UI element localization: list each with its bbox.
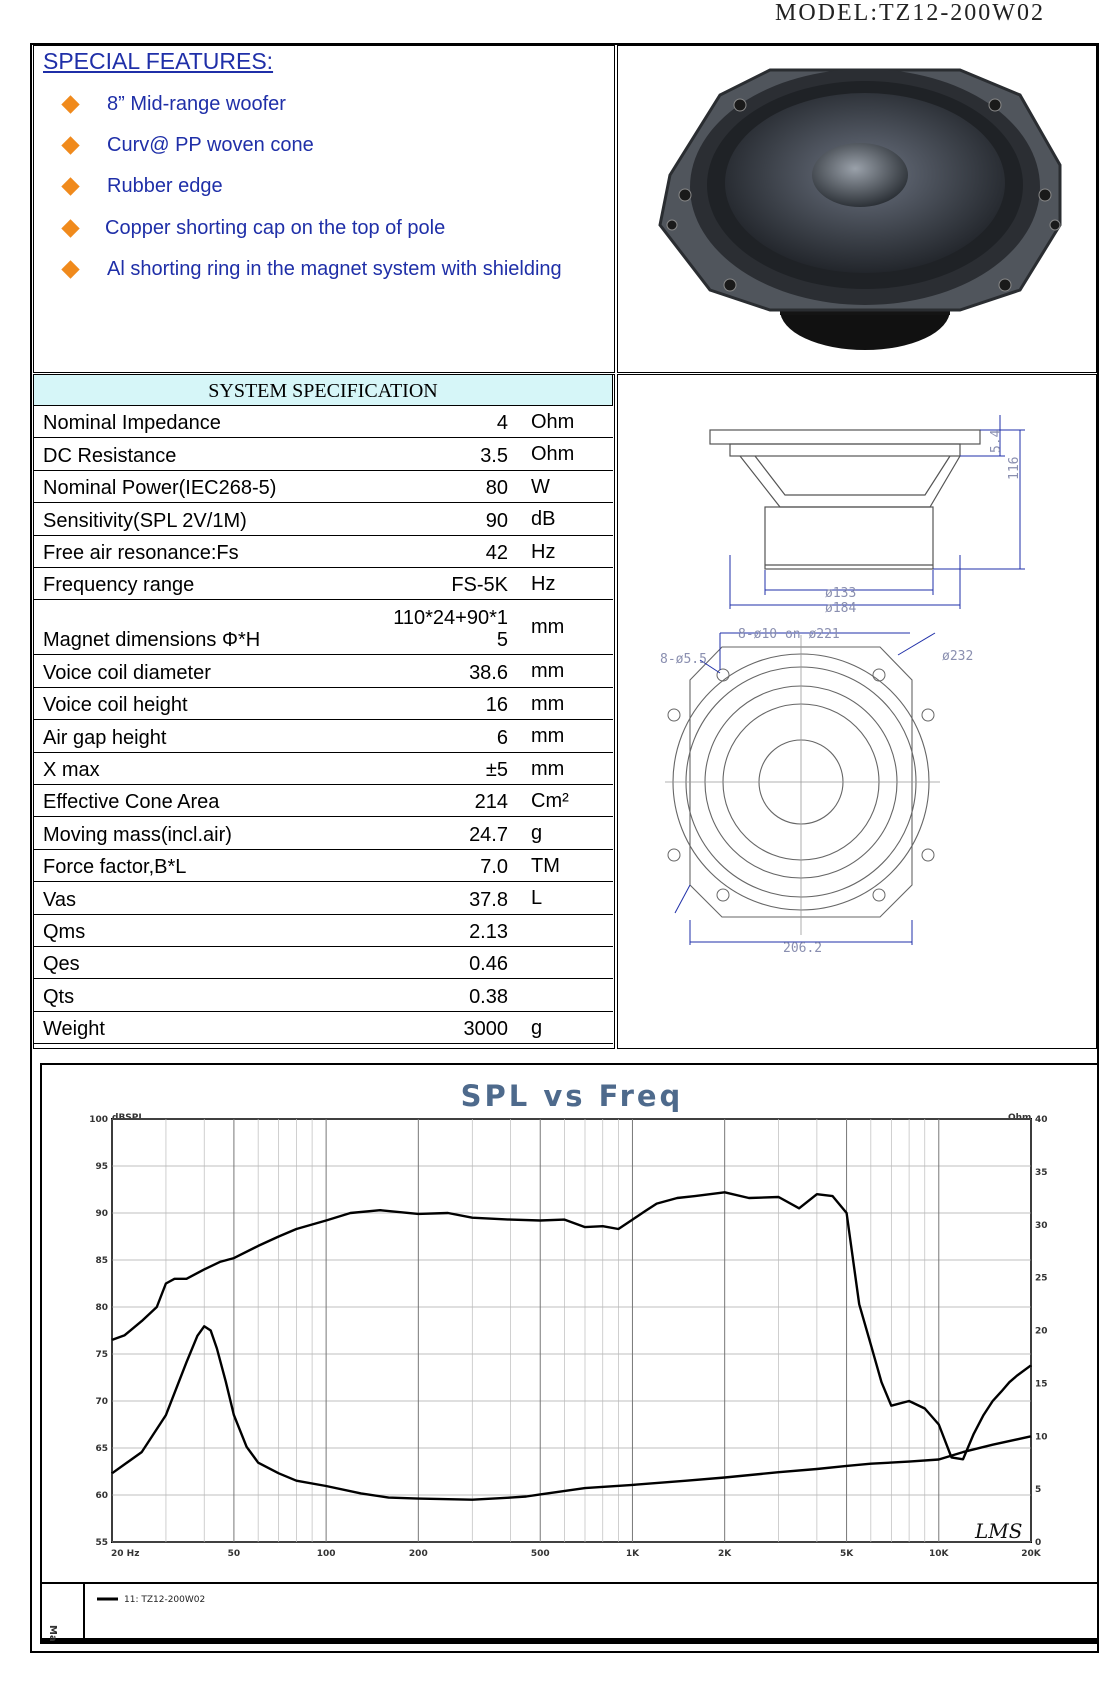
spec-value: 3000 <box>463 1018 508 1041</box>
spec-label: Voice coil height <box>43 694 188 717</box>
x-tick-label: 200 <box>408 1549 428 1559</box>
spec-label: Qes <box>43 953 80 976</box>
spec-unit: W <box>531 475 550 498</box>
spec-label: Qms <box>43 920 86 943</box>
spec-label: Magnet dimensions Φ*H <box>43 629 261 652</box>
spec-unit: Ohm <box>531 443 575 466</box>
feature-item: Rubber edge <box>64 175 223 198</box>
spec-value: 38.6 <box>469 661 508 684</box>
spec-value: FS-5K <box>451 574 508 597</box>
spec-value: 90 <box>485 509 508 532</box>
spec-unit: g <box>531 822 543 845</box>
feature-item: 8” Mid-range woofer <box>64 93 286 116</box>
spec-value: 0.46 <box>469 953 508 976</box>
dim-184-label: ø184 <box>825 601 857 616</box>
spec-unit: mm <box>531 616 565 639</box>
outer-diameter-label: ø232 <box>942 649 974 664</box>
spec-label: Weight <box>43 1018 105 1041</box>
spec-label: Voice coil diameter <box>43 661 211 684</box>
spec-value: ±5 <box>485 758 508 781</box>
spec-unit: Hz <box>531 540 556 563</box>
spec-label: Force factor,B*L <box>43 856 187 879</box>
spec-value: 6 <box>496 726 508 749</box>
spec-unit: dB <box>531 508 556 531</box>
x-tick-label: 2K <box>718 1549 732 1559</box>
spec-value: 214 <box>474 791 508 814</box>
y-left-tick-label: 90 <box>95 1209 108 1219</box>
spec-unit: L <box>531 887 543 910</box>
y-left-tick-label: 55 <box>95 1538 108 1548</box>
lms-logo: LMS <box>975 1519 1023 1543</box>
x-tick-label: 20 Hz <box>111 1549 140 1559</box>
spec-unit: g <box>531 1016 543 1039</box>
dim-133-label: ø133 <box>825 586 857 601</box>
spec-value-cont: 5 <box>496 629 508 652</box>
width-label: 206.2 <box>783 941 823 956</box>
spec-unit: Ohm <box>531 411 575 433</box>
spec-label: X max <box>43 758 100 781</box>
spec-label: Qts <box>43 985 75 1008</box>
spec-unit: mm <box>531 725 565 748</box>
x-tick-label: 100 <box>316 1549 336 1559</box>
spec-label: Frequency range <box>43 574 195 597</box>
y-right-tick-label: 25 <box>1035 1273 1048 1284</box>
y-right-tick-label: 15 <box>1035 1379 1048 1390</box>
spec-label: DC Resistance <box>43 444 177 467</box>
chart-title: SPL vs Freq <box>460 1079 684 1113</box>
spec-value: 110*24+90*1 <box>393 607 508 630</box>
feature-item: Al shorting ring in the magnet system with shielding <box>64 258 562 281</box>
y-left-tick-label: 80 <box>95 1303 108 1313</box>
y-right-tick-label: 20 <box>1035 1326 1048 1337</box>
y-right-tick-label: 0 <box>1035 1538 1042 1548</box>
impedance-curve <box>112 1326 1031 1499</box>
x-tick-label: 10K <box>929 1549 949 1559</box>
spec-value: 16 <box>485 694 508 717</box>
y-right-tick-label: 30 <box>1035 1220 1048 1231</box>
holes-label: 8-ø10 on ø221 <box>738 627 840 642</box>
x-tick-label: 5K <box>839 1549 854 1559</box>
y-left-tick-label: 85 <box>95 1256 108 1266</box>
spec-value: 42 <box>485 541 508 564</box>
spec-value: 24.7 <box>469 823 508 846</box>
x-tick-label: 500 <box>530 1549 550 1559</box>
feature-item: Copper shorting cap on the top of pole <box>64 217 445 240</box>
spec-unit: TM <box>531 854 560 877</box>
spec-value: 80 <box>485 477 508 500</box>
spec-value: 4 <box>496 412 508 435</box>
spec-unit: Cm² <box>531 790 569 812</box>
spec-value: 0.38 <box>469 985 508 1008</box>
spec-value: 2.13 <box>469 920 508 943</box>
y-left-tick-label: 70 <box>95 1397 108 1407</box>
model-number: MODEL:TZ12-200W02 <box>775 0 1045 26</box>
spec-label: Effective Cone Area <box>43 791 220 814</box>
spec-label: Free air resonance:Fs <box>43 541 239 564</box>
x-tick-label: 50 <box>227 1549 241 1559</box>
spec-label: Nominal Impedance <box>43 412 221 435</box>
spl-curve <box>112 1192 1031 1459</box>
y-left-tick-label: 95 <box>95 1162 108 1172</box>
x-tick-label: 20K <box>1021 1549 1041 1559</box>
y-right-tick-label: 40 <box>1035 1115 1048 1125</box>
spec-label: Vas <box>43 888 76 911</box>
spec-label: Nominal Power(IEC268-5) <box>43 477 277 500</box>
feature-item: Curv@ PP woven cone <box>64 134 314 157</box>
y-left-tick-label: 75 <box>95 1350 108 1360</box>
mount-label: 8-ø5.5 <box>660 652 707 667</box>
y-right-tick-label: 10 <box>1035 1432 1048 1443</box>
spec-unit: mm <box>531 660 565 683</box>
spec-value: 7.0 <box>480 856 508 879</box>
legend-label: 11: TZ12-200W02 <box>124 1595 206 1605</box>
spec-label: Air gap height <box>43 726 167 749</box>
spec-unit: mm <box>531 692 565 715</box>
y-left-tick-label: 100 <box>89 1115 108 1125</box>
side-label: Ma <box>47 1625 58 1642</box>
y-left-tick-label: 60 <box>95 1491 108 1501</box>
features-title: SPECIAL FEATURES: <box>43 48 274 74</box>
x-tick-label: 1K <box>625 1549 640 1559</box>
spec-title: SYSTEM SPECIFICATION <box>33 374 613 406</box>
y-left-axis-label: dBSPL <box>112 1113 145 1123</box>
spec-label: Sensitivity(SPL 2V/1M) <box>43 509 247 532</box>
y-right-tick-label: 35 <box>1035 1167 1048 1178</box>
spec-unit: Hz <box>531 573 556 595</box>
spec-value: 3.5 <box>480 444 508 467</box>
plot-frame <box>112 1119 1031 1542</box>
spec-value: 37.8 <box>469 888 508 911</box>
dim-116-label: 116 <box>1007 456 1022 480</box>
dim-54-label: 5.4 <box>989 429 1004 453</box>
y-right-tick-label: 5 <box>1035 1485 1042 1496</box>
y-left-tick-label: 65 <box>95 1444 108 1454</box>
spec-label: Moving mass(incl.air) <box>43 823 232 846</box>
spec-unit: mm <box>531 757 565 780</box>
y-right-axis-label: Ohm <box>1008 1113 1032 1123</box>
